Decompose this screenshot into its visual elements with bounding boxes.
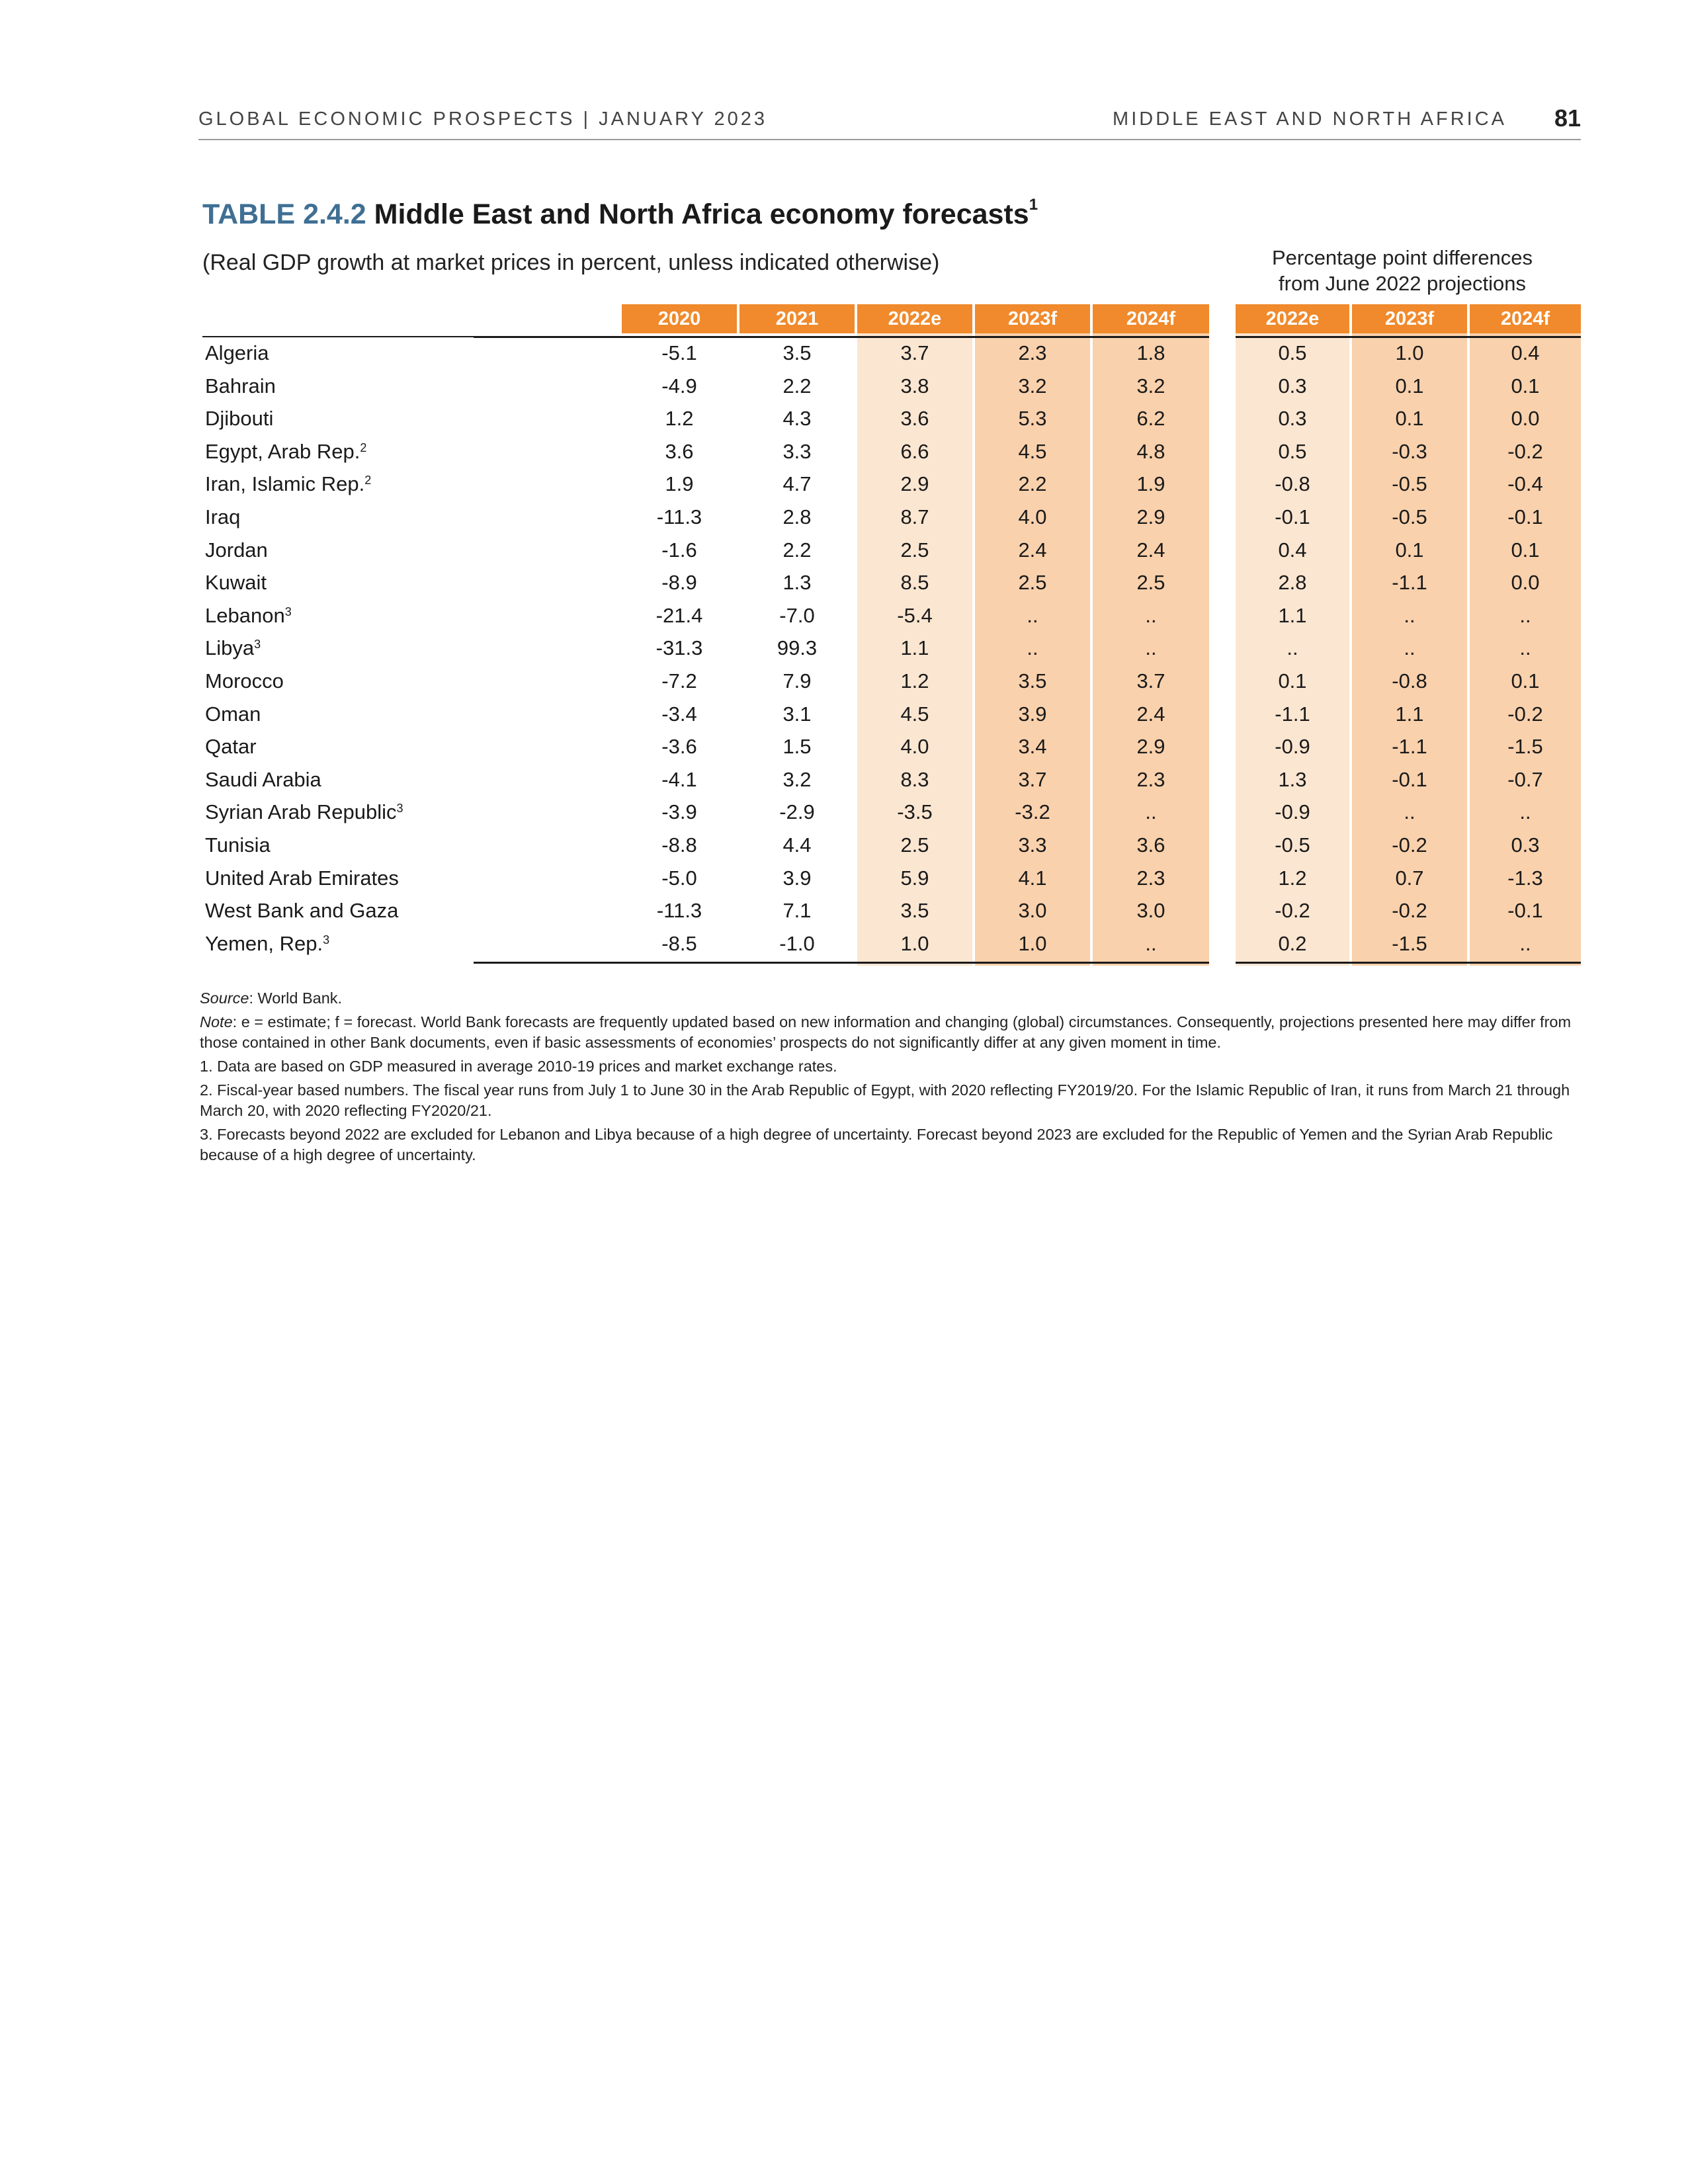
value-cell-2023f: 4.0 xyxy=(1018,505,1047,528)
value-cell-2021: -1.0 xyxy=(779,931,815,955)
economy-name-text: Tunisia xyxy=(205,833,271,857)
economy-name xyxy=(205,341,269,365)
value-cell-2023f: 5.3 xyxy=(1018,407,1047,431)
value-cell-2020: -31.3 xyxy=(655,636,703,660)
value-cell-2021: -7.0 xyxy=(779,603,815,627)
diff-cell-2023f: 0.1 xyxy=(1395,407,1424,431)
value-cell-2023f: 3.2 xyxy=(1018,374,1047,398)
value-cell-2022e: 1.2 xyxy=(900,669,929,693)
economy-name-text: Iran, Islamic Rep. xyxy=(205,472,365,496)
economy-name-text: United Arab Emirates xyxy=(205,866,399,890)
diff-cell-2024f: 0.1 xyxy=(1511,374,1540,398)
diff-header-2022e: 2022e xyxy=(1236,304,1349,333)
value-cell-2022e: 3.8 xyxy=(900,374,929,398)
economy-name xyxy=(205,899,398,923)
col-header-2020: 2020 xyxy=(622,304,737,333)
economy-name-text: Syrian Arab Republic xyxy=(205,800,397,824)
diff-cell-2024f: -0.7 xyxy=(1507,767,1543,791)
footnote-1: 1. Data are based on GDP measured in average 2010-19 prices and market exchange rates. xyxy=(200,1058,837,1075)
value-cell-2023f: 3.5 xyxy=(1018,669,1047,693)
table-row xyxy=(0,536,1688,569)
footnote-marker: 2 xyxy=(364,474,372,487)
source-label: Source xyxy=(200,989,249,1007)
diff-cell-2023f: -0.5 xyxy=(1392,472,1427,496)
diff-cell-2023f: -0.2 xyxy=(1392,899,1427,923)
value-cell-2021: 4.7 xyxy=(782,472,812,496)
diff-cell-2024f: -1.3 xyxy=(1507,866,1543,890)
diff-cell-2022e: -0.9 xyxy=(1275,800,1310,824)
value-cell-2023f: 3.3 xyxy=(1018,833,1047,857)
footnote-marker: 3 xyxy=(323,933,330,946)
footnote-marker: 3 xyxy=(284,605,292,618)
table-title xyxy=(202,198,1038,231)
diff-header-2024f: 2024f xyxy=(1470,304,1581,333)
value-cell-2024f: 2.3 xyxy=(1136,767,1165,791)
diff-cell-2023f: 0.7 xyxy=(1395,866,1424,890)
diff-cell-2024f: 0.1 xyxy=(1511,538,1540,562)
economy-name-text: West Bank and Gaza xyxy=(205,899,399,923)
economy-name-text: Bahrain xyxy=(205,374,276,398)
value-cell-2021: 1.3 xyxy=(782,571,812,595)
diff-cell-2022e: 0.5 xyxy=(1278,341,1307,364)
diff-cell-2023f: .. xyxy=(1404,636,1415,660)
value-cell-2020: 3.6 xyxy=(665,439,694,463)
diff-cell-2022e: 0.1 xyxy=(1278,669,1307,693)
col-header-2022e: 2022e xyxy=(857,304,972,333)
value-cell-2020: -4.1 xyxy=(661,767,697,791)
diff-cell-2022e: 0.3 xyxy=(1278,374,1307,398)
diff-cell-2023f: 0.1 xyxy=(1395,374,1424,398)
value-cell-2021: 3.3 xyxy=(782,439,812,463)
value-cell-2023f: 3.9 xyxy=(1018,702,1047,726)
footnote-marker: 3 xyxy=(254,638,261,651)
value-cell-2022e: 3.5 xyxy=(900,899,929,923)
note-label: Note xyxy=(200,1013,233,1030)
value-cell-2023f: 4.5 xyxy=(1018,439,1047,463)
value-cell-2021: 3.2 xyxy=(782,767,812,791)
value-cell-2021: 3.5 xyxy=(782,341,812,364)
value-cell-2024f: .. xyxy=(1145,636,1157,660)
header-rule-left xyxy=(202,336,474,337)
table-row xyxy=(0,634,1688,667)
value-cell-2022e: -3.5 xyxy=(897,800,933,824)
diff-cell-2023f: -1.1 xyxy=(1392,735,1427,759)
publication-title: GLOBAL ECONOMIC PROSPECTS | JANUARY 2023 xyxy=(198,108,767,130)
chapter-title: MIDDLE EAST AND NORTH AFRICA xyxy=(1113,108,1507,130)
economy-name-text: Libya xyxy=(205,636,255,660)
col-header-2021: 2021 xyxy=(739,304,855,333)
value-cell-2024f: .. xyxy=(1145,800,1157,824)
value-cell-2024f: 3.2 xyxy=(1136,374,1165,398)
value-cell-2023f: 2.3 xyxy=(1018,341,1047,364)
value-cell-2024f: 2.4 xyxy=(1136,538,1165,562)
diff-cell-2022e: 0.2 xyxy=(1278,931,1307,955)
header-rule-diff xyxy=(1236,336,1581,338)
table-row xyxy=(0,470,1688,503)
diff-cell-2023f: 1.0 xyxy=(1395,341,1424,364)
table-title-text: Middle East and North Africa economy forecasts xyxy=(374,198,1029,230)
economy-name xyxy=(205,604,292,628)
value-cell-2024f: 2.9 xyxy=(1136,735,1165,759)
value-cell-2020: 1.9 xyxy=(665,472,694,496)
value-cell-2023f: 3.0 xyxy=(1018,899,1047,923)
table-row xyxy=(0,667,1688,700)
value-cell-2023f: .. xyxy=(1027,636,1038,660)
value-cell-2020: -8.8 xyxy=(661,833,697,857)
value-cell-2022e: 2.5 xyxy=(900,833,929,857)
economy-name-text: Qatar xyxy=(205,735,257,759)
diff-cell-2024f: 0.4 xyxy=(1511,341,1540,364)
value-cell-2020: -21.4 xyxy=(655,603,703,627)
note-paragraph xyxy=(200,1012,1585,1053)
diff-cell-2024f: 0.1 xyxy=(1511,669,1540,693)
source-text: : World Bank. xyxy=(249,989,343,1007)
value-cell-2021: 1.5 xyxy=(782,735,812,759)
value-cell-2023f: .. xyxy=(1027,603,1038,627)
value-cell-2023f: 1.0 xyxy=(1018,931,1047,955)
value-cell-2021: 7.9 xyxy=(782,669,812,693)
diff-cell-2022e: 1.1 xyxy=(1278,603,1307,627)
diff-cell-2022e: -0.5 xyxy=(1275,833,1310,857)
source-note xyxy=(200,988,1585,1009)
value-cell-2020: 1.2 xyxy=(665,407,694,431)
diff-cell-2022e: 0.4 xyxy=(1278,538,1307,562)
diff-cell-2023f: 0.1 xyxy=(1395,538,1424,562)
value-cell-2021: 3.1 xyxy=(782,702,812,726)
footnote-2: 2. Fiscal-year based numbers. The fiscal year runs from July 1 to June 30 in the Arab Republic of Egypt, with 2020 reflecting FY2019/20. For the Islamic Republic of Iran, it runs from March 21 through March 20, with 2020 reflecting FY2020/21. xyxy=(200,1081,1570,1119)
economy-name-text: Oman xyxy=(205,702,261,726)
diff-cell-2022e: 0.3 xyxy=(1278,407,1307,431)
table-row xyxy=(0,896,1688,929)
footnote-marker: 2 xyxy=(360,441,367,454)
table-row xyxy=(0,568,1688,601)
economy-name xyxy=(205,472,371,496)
page-number: 81 xyxy=(1554,105,1581,132)
value-cell-2022e: 6.6 xyxy=(900,439,929,463)
economy-name xyxy=(205,636,261,660)
value-cell-2021: 2.2 xyxy=(782,538,812,562)
diff-caption-line2: from June 2022 projections xyxy=(1279,272,1526,295)
economy-name-text: Lebanon xyxy=(205,603,285,627)
diff-cell-2023f: -0.1 xyxy=(1392,767,1427,791)
value-cell-2020: -3.4 xyxy=(661,702,697,726)
value-cell-2022e: 2.5 xyxy=(900,538,929,562)
table-row xyxy=(0,798,1688,831)
diff-cell-2024f: .. xyxy=(1519,603,1531,627)
diff-cell-2024f: 0.0 xyxy=(1511,407,1540,431)
economy-name xyxy=(205,735,257,759)
col-header-2024f: 2024f xyxy=(1093,304,1209,333)
diff-cell-2022e: 2.8 xyxy=(1278,571,1307,595)
value-cell-2021: -2.9 xyxy=(779,800,815,824)
diff-cell-2023f: .. xyxy=(1404,800,1415,824)
value-cell-2021: 3.9 xyxy=(782,866,812,890)
diff-cell-2022e: -0.8 xyxy=(1275,472,1310,496)
value-cell-2020: -4.9 xyxy=(661,374,697,398)
value-cell-2022e: 1.0 xyxy=(900,931,929,955)
diff-cell-2024f: 0.3 xyxy=(1511,833,1540,857)
diff-cell-2023f: -0.5 xyxy=(1392,505,1427,528)
economy-name xyxy=(205,800,403,824)
diff-cell-2022e: 1.2 xyxy=(1278,866,1307,890)
economy-name xyxy=(205,702,261,726)
diff-cell-2023f: -1.1 xyxy=(1392,571,1427,595)
diff-cell-2024f: -0.4 xyxy=(1507,472,1543,496)
table-row xyxy=(0,732,1688,765)
value-cell-2023f: 2.4 xyxy=(1018,538,1047,562)
value-cell-2021: 4.4 xyxy=(782,833,812,857)
economy-name-text: Yemen, Rep. xyxy=(205,931,323,955)
table-row xyxy=(0,372,1688,405)
economy-name xyxy=(205,866,399,890)
economy-name-text: Saudi Arabia xyxy=(205,767,321,791)
value-cell-2023f: 2.2 xyxy=(1018,472,1047,496)
value-cell-2022e: 2.9 xyxy=(900,472,929,496)
diff-cell-2023f: 1.1 xyxy=(1395,702,1424,726)
economy-name xyxy=(205,440,366,464)
diff-cell-2024f: .. xyxy=(1519,636,1531,660)
value-cell-2024f: 1.8 xyxy=(1136,341,1165,364)
value-cell-2022e: 1.1 xyxy=(900,636,929,660)
diff-cell-2022e: -1.1 xyxy=(1275,702,1310,726)
table-row xyxy=(0,765,1688,798)
value-cell-2021: 2.2 xyxy=(782,374,812,398)
value-cell-2024f: .. xyxy=(1145,931,1157,955)
table-notes xyxy=(200,988,1585,1169)
value-cell-2022e: 3.6 xyxy=(900,407,929,431)
value-cell-2020: -3.6 xyxy=(661,735,697,759)
col-header-2023f: 2023f xyxy=(975,304,1090,333)
value-cell-2020: -7.2 xyxy=(661,669,697,693)
diff-caption xyxy=(1224,245,1581,296)
diff-cell-2024f: -0.1 xyxy=(1507,505,1543,528)
table-number: TABLE 2.4.2 xyxy=(202,198,366,230)
value-cell-2024f: 4.8 xyxy=(1136,439,1165,463)
value-cell-2024f: 2.9 xyxy=(1136,505,1165,528)
diff-cell-2022e: -0.1 xyxy=(1275,505,1310,528)
diff-cell-2022e: .. xyxy=(1287,636,1298,660)
economy-name-text: Egypt, Arab Rep. xyxy=(205,439,360,463)
value-cell-2021: 4.3 xyxy=(782,407,812,431)
economy-name xyxy=(205,571,267,595)
table-row xyxy=(0,404,1688,437)
diff-cell-2023f: -0.2 xyxy=(1392,833,1427,857)
value-cell-2024f: 2.3 xyxy=(1136,866,1165,890)
economy-name xyxy=(205,505,240,529)
value-cell-2020: -8.5 xyxy=(661,931,697,955)
note-text: : e = estimate; f = forecast. World Bank forecasts are frequently updated based on new information and changing (global) circumstances. Consequently, projections presented here may differ from those contained in other Bank documents, even if basic assessments of economies’ prospects do not significantly differ at any given moment in time. xyxy=(200,1013,1572,1051)
economy-name xyxy=(205,669,284,693)
value-cell-2024f: 3.6 xyxy=(1136,833,1165,857)
title-footnote-marker: 1 xyxy=(1029,196,1038,214)
table-row xyxy=(0,700,1688,733)
value-cell-2024f: 1.9 xyxy=(1136,472,1165,496)
value-cell-2020: -5.1 xyxy=(661,341,697,364)
value-cell-2021: 7.1 xyxy=(782,899,812,923)
economy-name xyxy=(205,932,329,956)
value-cell-2023f: 3.4 xyxy=(1018,735,1047,759)
value-cell-2020: -1.6 xyxy=(661,538,697,562)
diff-cell-2023f: -0.3 xyxy=(1392,439,1427,463)
table-subtitle: (Real GDP growth at market prices in percent, unless indicated otherwise) xyxy=(202,250,940,275)
economy-name-text: Morocco xyxy=(205,669,284,693)
diff-cell-2024f: .. xyxy=(1519,800,1531,824)
value-cell-2022e: 5.9 xyxy=(900,866,929,890)
running-header xyxy=(198,106,1581,140)
value-cell-2022e: 8.7 xyxy=(900,505,929,528)
value-cell-2024f: 2.4 xyxy=(1136,702,1165,726)
diff-cell-2024f: -0.2 xyxy=(1507,439,1543,463)
economy-name-text: Iraq xyxy=(205,505,241,528)
value-cell-2024f: .. xyxy=(1145,603,1157,627)
table-row xyxy=(0,437,1688,470)
table-row xyxy=(0,601,1688,634)
value-cell-2022e: -5.4 xyxy=(897,603,933,627)
diff-cell-2023f: -1.5 xyxy=(1392,931,1427,955)
value-cell-2022e: 4.0 xyxy=(900,735,929,759)
value-cell-2020: -8.9 xyxy=(661,571,697,595)
economy-name-text: Algeria xyxy=(205,341,269,364)
value-cell-2023f: 2.5 xyxy=(1018,571,1047,595)
value-cell-2024f: 2.5 xyxy=(1136,571,1165,595)
footnote-marker: 3 xyxy=(396,802,403,816)
value-cell-2020: -5.0 xyxy=(661,866,697,890)
header-rule-main xyxy=(474,336,1209,338)
value-cell-2024f: 6.2 xyxy=(1136,407,1165,431)
diff-caption-line1: Percentage point differences xyxy=(1271,246,1533,269)
value-cell-2023f: 4.1 xyxy=(1018,866,1047,890)
diff-cell-2023f: -0.8 xyxy=(1392,669,1427,693)
value-cell-2021: 99.3 xyxy=(777,636,818,660)
diff-cell-2022e: 0.5 xyxy=(1278,439,1307,463)
diff-cell-2024f: 0.0 xyxy=(1511,571,1540,595)
footnote-3: 3. Forecasts beyond 2022 are excluded for Lebanon and Libya because of a high degree of uncertainty. Forecast beyond 2023 are excluded for the Republic of Yemen and the Syrian Arab Republic because of a high degree of uncertainty. xyxy=(200,1126,1553,1163)
diff-cell-2024f: -1.5 xyxy=(1507,735,1543,759)
economy-name-text: Kuwait xyxy=(205,571,267,595)
value-cell-2023f: 3.7 xyxy=(1018,767,1047,791)
value-cell-2020: -3.9 xyxy=(661,800,697,824)
table-row xyxy=(0,929,1688,962)
diff-cell-2024f: .. xyxy=(1519,931,1531,955)
diff-cell-2022e: -0.9 xyxy=(1275,735,1310,759)
value-cell-2020: -11.3 xyxy=(656,899,702,923)
value-cell-2021: 2.8 xyxy=(782,505,812,528)
diff-cell-2022e: -0.2 xyxy=(1275,899,1310,923)
table-row xyxy=(0,864,1688,897)
value-cell-2022e: 4.5 xyxy=(900,702,929,726)
value-cell-2020: -11.3 xyxy=(656,505,702,528)
table-row xyxy=(0,339,1688,372)
value-cell-2023f: -3.2 xyxy=(1015,800,1050,824)
value-cell-2024f: 3.0 xyxy=(1136,899,1165,923)
economy-name xyxy=(205,768,321,792)
economy-name xyxy=(205,374,276,398)
economy-name xyxy=(205,833,271,857)
diff-cell-2024f: -0.2 xyxy=(1507,702,1543,726)
table-row xyxy=(0,503,1688,536)
diff-header-2023f: 2023f xyxy=(1352,304,1467,333)
diff-cell-2022e: 1.3 xyxy=(1278,767,1307,791)
value-cell-2022e: 3.7 xyxy=(900,341,929,364)
economy-name xyxy=(205,407,273,431)
value-cell-2022e: 8.3 xyxy=(900,767,929,791)
table-row xyxy=(0,831,1688,864)
value-cell-2024f: 3.7 xyxy=(1136,669,1165,693)
economy-name-text: Djibouti xyxy=(205,407,274,431)
economy-name-text: Jordan xyxy=(205,538,268,562)
diff-cell-2023f: .. xyxy=(1404,603,1415,627)
economy-name xyxy=(205,538,268,562)
diff-cell-2024f: -0.1 xyxy=(1507,899,1543,923)
value-cell-2022e: 8.5 xyxy=(900,571,929,595)
